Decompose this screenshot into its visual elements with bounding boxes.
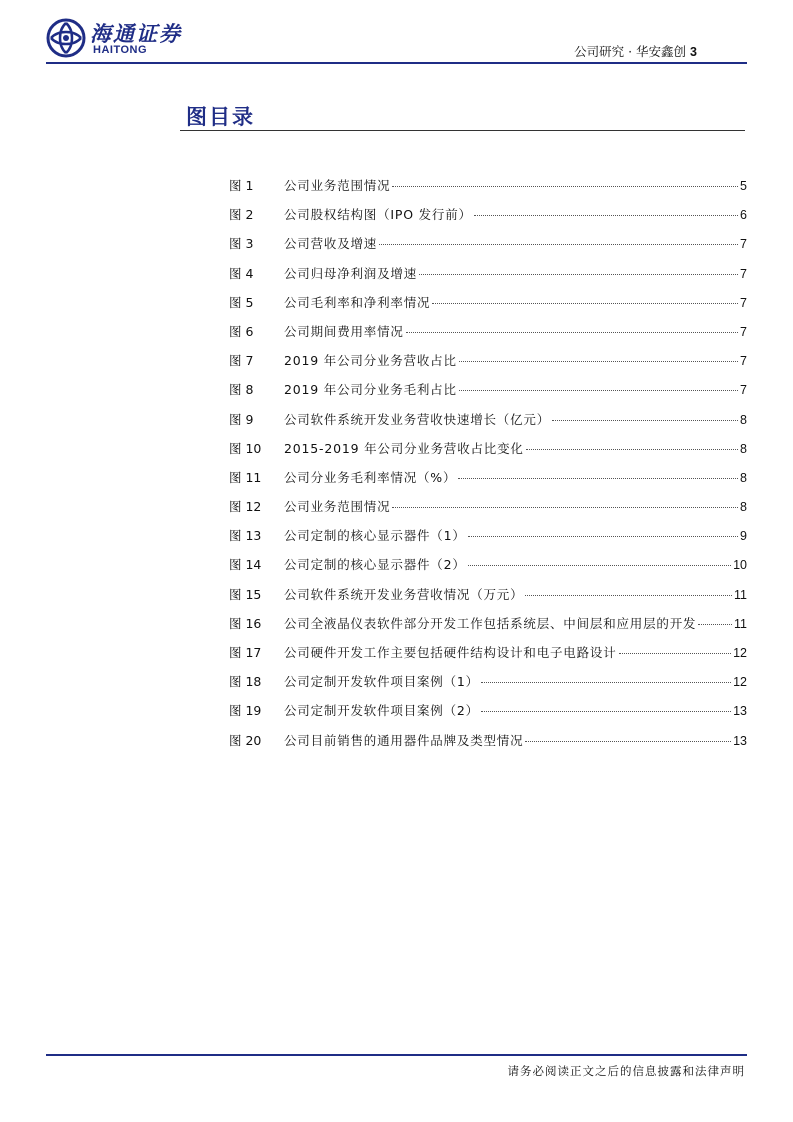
toc-entry-leader — [474, 215, 738, 216]
toc-entry-page: 13 — [733, 704, 747, 719]
toc-entry-page: 7 — [740, 295, 747, 310]
toc-entry[interactable] — [229, 614, 747, 643]
toc-entry-caption: 公司定制开发软件项目案例（1） — [284, 674, 479, 690]
toc-entry-leader — [432, 303, 738, 304]
toc-entry-caption: 公司硬件开发工作主要包括硬件结构设计和电子电路设计 — [284, 645, 617, 660]
toc-entry-number: 图 20 — [229, 732, 262, 748]
toc-entry-caption: 公司定制开发软件项目案例（2） — [284, 703, 479, 719]
toc-entry-page: 10 — [733, 558, 747, 573]
disclaimer-text: 请务必阅读正文之后的信息披露和法律声明 — [507, 1064, 745, 1078]
toc-entry-leader — [481, 711, 731, 712]
toc-entry-leader — [459, 390, 738, 391]
toc-entry[interactable] — [229, 701, 747, 730]
toc-entry-number: 图 5 — [229, 294, 254, 310]
toc-entry-page: 13 — [733, 733, 747, 748]
toc-entry-leader — [419, 274, 738, 275]
toc-entry-caption: 公司毛利率和净利率情况 — [284, 294, 431, 310]
haitong-logo — [46, 18, 186, 64]
toc-entry-caption: 公司期间费用率情况 — [284, 323, 404, 339]
toc-entry-number: 图 10 — [229, 440, 262, 456]
toc-entry-leader — [468, 536, 738, 537]
toc-entry[interactable] — [229, 439, 747, 468]
haitong-emblem-icon — [46, 18, 86, 58]
toc-entry-caption: 公司业务范围情况 — [284, 178, 391, 193]
toc-entry-page: 12 — [733, 646, 747, 660]
toc-entry-caption: 2019 年公司分业务营收占比 — [284, 353, 457, 369]
toc-entry-number: 图 11 — [229, 469, 262, 485]
toc-entry-caption: 2019 年公司分业务毛利占比 — [284, 382, 457, 398]
toc-title-divider — [180, 130, 745, 131]
toc-entry-number: 图 17 — [229, 645, 262, 660]
toc-entry-page: 11 — [734, 587, 747, 602]
toc-entry-leader — [468, 565, 731, 566]
toc-entry-caption: 公司全液晶仪表软件部分开发工作包括系统层、中间层和应用层的开发 — [284, 615, 697, 631]
toc-entry-leader — [458, 478, 738, 479]
toc-entry-page: 6 — [740, 208, 747, 223]
toc-entry-page: 11 — [734, 616, 747, 631]
running-header — [574, 42, 697, 60]
toc-entry-page: 7 — [740, 324, 747, 339]
toc-entry-page: 5 — [740, 179, 747, 193]
toc-entry-caption: 2015-2019 年公司分业务营收占比变化 — [284, 440, 524, 456]
toc-entry-caption: 公司定制的核心显示器件（1） — [284, 528, 466, 544]
page-number: 3 — [690, 45, 697, 59]
toc-entry-page: 8 — [740, 500, 747, 515]
toc-entry[interactable] — [229, 322, 747, 351]
toc-entry[interactable] — [229, 410, 747, 439]
toc-entry-leader — [406, 332, 738, 333]
toc-entry[interactable] — [229, 643, 747, 672]
header-divider — [46, 62, 747, 64]
logo-english-text: HAITONG — [93, 44, 148, 56]
toc-entry-number: 图 8 — [229, 382, 254, 398]
toc-entry-caption: 公司软件系统开发业务营收快速增长（亿元） — [284, 411, 551, 427]
toc-entry-number: 图 19 — [229, 703, 262, 719]
toc-entry-leader — [526, 449, 738, 450]
toc-entry-number: 图 7 — [229, 353, 254, 369]
toc-entry-number: 图 16 — [229, 615, 262, 631]
toc-entry[interactable] — [229, 176, 747, 205]
toc-entry-number: 图 4 — [229, 265, 254, 281]
figure-list — [229, 176, 747, 760]
toc-entry[interactable] — [229, 351, 747, 380]
toc-entry-number: 图 14 — [229, 557, 262, 573]
toc-entry[interactable] — [229, 468, 747, 497]
toc-entry-leader — [459, 361, 738, 362]
toc-entry-caption: 公司目前销售的通用器件品牌及类型情况 — [284, 732, 524, 748]
toc-entry[interactable] — [229, 585, 747, 614]
toc-entry-page: 7 — [740, 266, 747, 281]
toc-entry-page: 8 — [740, 470, 747, 485]
toc-entry-leader — [525, 595, 732, 596]
toc-entry-page: 12 — [733, 675, 747, 690]
toc-entry-leader — [379, 244, 738, 245]
report-type: 公司研究 · 华安鑫创 — [574, 44, 687, 59]
toc-entry-number: 图 9 — [229, 411, 254, 427]
toc-entry-page: 8 — [740, 412, 747, 427]
toc-entry-number: 图 2 — [229, 207, 254, 223]
toc-entry-number: 图 18 — [229, 674, 262, 690]
toc-entry-page: 7 — [740, 354, 747, 369]
toc-entry[interactable] — [229, 205, 747, 234]
toc-entry[interactable] — [229, 293, 747, 322]
toc-entry-number: 图 3 — [229, 236, 254, 252]
toc-entry-number: 图 13 — [229, 528, 262, 544]
toc-entry-page: 7 — [740, 383, 747, 398]
toc-entry-page: 9 — [740, 529, 747, 544]
toc-entry[interactable] — [229, 526, 747, 555]
footer-divider — [46, 1054, 747, 1056]
toc-entry-leader — [392, 186, 738, 187]
toc-entry-caption: 公司归母净利润及增速 — [284, 265, 418, 281]
toc-entry-leader — [481, 682, 731, 683]
toc-entry-caption: 公司股权结构图（IPO 发行前） — [284, 207, 472, 223]
toc-entry-page: 7 — [740, 237, 747, 252]
toc-entry-leader — [619, 653, 732, 654]
toc-entry[interactable] — [229, 731, 747, 760]
toc-entry[interactable] — [229, 234, 747, 263]
toc-entry-caption: 公司软件系统开发业务营收情况（万元） — [284, 586, 524, 602]
toc-entry[interactable] — [229, 672, 747, 701]
toc-entry-leader — [698, 624, 732, 625]
toc-entry-number: 图 12 — [229, 499, 262, 515]
toc-entry[interactable] — [229, 497, 747, 526]
toc-entry[interactable] — [229, 380, 747, 409]
toc-entry-page: 8 — [740, 441, 747, 456]
toc-title: 图目录 — [186, 105, 255, 129]
toc-entry-number: 图 15 — [229, 586, 262, 602]
toc-entry-caption: 公司营收及增速 — [284, 236, 378, 252]
toc-entry-leader — [552, 420, 738, 421]
toc-entry-caption: 公司业务范围情况 — [284, 499, 391, 515]
toc-entry-leader — [525, 741, 731, 742]
toc-entry-caption: 公司定制的核心显示器件（2） — [284, 557, 466, 573]
toc-entry-caption: 公司分业务毛利率情况（%） — [284, 469, 457, 485]
toc-entry-number: 图 1 — [229, 178, 254, 193]
toc-entry-leader — [392, 507, 738, 508]
toc-entry[interactable] — [229, 264, 747, 293]
toc-entry[interactable] — [229, 555, 747, 584]
toc-entry-number: 图 6 — [229, 323, 254, 339]
logo-chinese-text: 海通证券 — [90, 21, 182, 46]
